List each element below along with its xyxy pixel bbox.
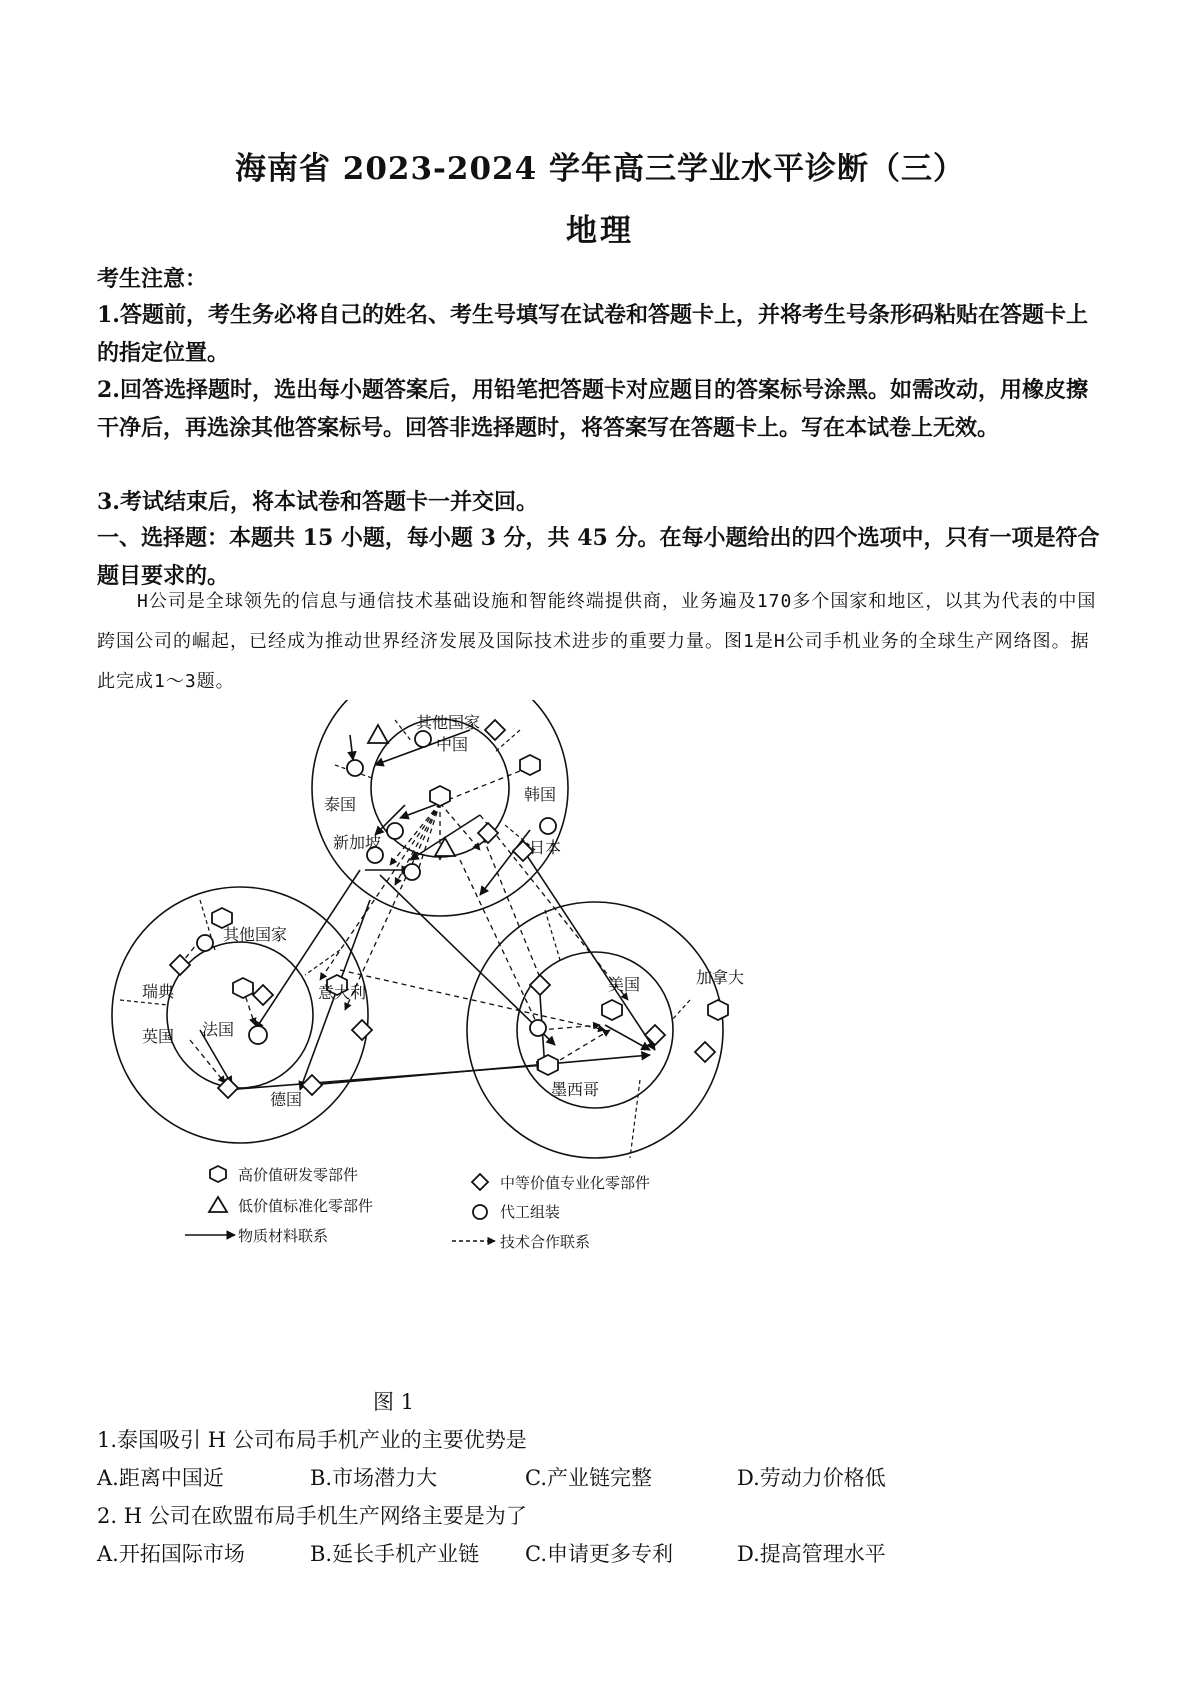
figure-caption: 图 1: [373, 1390, 415, 1414]
question-2-option-d: D.提高管理水平: [737, 1542, 886, 1566]
question-1-option-c: C.产业链完整: [525, 1466, 652, 1490]
node-low-value-2: [435, 838, 455, 856]
node-oem-4: [387, 823, 403, 839]
question-1-option-a: A.距离中国近: [97, 1466, 224, 1490]
question-2-option-b: B.延长手机产业链: [310, 1542, 480, 1566]
node-mid-value-10: [645, 1025, 665, 1045]
label-asia-others: 其他国家: [415, 713, 481, 732]
node-high-value-8: [538, 1055, 558, 1075]
label-uk: 英国: [141, 1027, 175, 1046]
label-usa: 美国: [607, 975, 641, 994]
question-2-stem: 2. H 公司在欧盟布局手机生产网络主要是为了: [97, 1504, 527, 1528]
legend-circle-icon: [473, 1205, 487, 1219]
node-high-value-1: [520, 755, 540, 775]
label-france: 法国: [201, 1020, 235, 1039]
node-oem-1: [415, 731, 431, 747]
diagram-legend: [185, 1166, 650, 1251]
node-mid-value-6: [352, 1020, 372, 1040]
question-1-option-b: B.市场潜力大: [310, 1466, 438, 1490]
node-mid-value-1: [485, 720, 505, 740]
exam-title: 海南省 2023-2024 学年高三学业水平诊断（三）: [234, 151, 965, 187]
question-1-option-d: D.劳动力价格低: [737, 1466, 886, 1490]
node-oem-9: [530, 1020, 546, 1036]
node-mid-value-11: [695, 1042, 715, 1062]
node-high-value-2: [430, 786, 450, 806]
question-2-option-a: A.开拓国际市场: [97, 1542, 245, 1566]
question-1-stem: 1.泰国吸引 H 公司布局手机产业的主要优势是: [97, 1428, 527, 1452]
notice-item-3: 3.考试结束后，将本试卷和答题卡一并交回。: [97, 489, 538, 515]
legend-triangle-icon: [209, 1197, 227, 1212]
label-thailand: 泰国: [323, 795, 357, 814]
label-canada: 加拿大: [695, 968, 745, 987]
legend-tech: 技术合作联系: [500, 1233, 591, 1251]
label-mexico: 墨西哥: [550, 1080, 600, 1099]
notice-item-2: 2.回答选择题时，选出每小题答案后，用铅笔把答题卡对应题目的答案标号涂黑。如需改动，用橡皮擦干净后，再选涂其他答案标号。回答非选择题时，将答案写在答题卡上。写在本试卷上无效。: [97, 377, 1088, 441]
production-network-diagram: [0, 700, 1200, 1400]
legend-high-value: 高价值研发零部件: [238, 1166, 359, 1184]
legend-oem: 代工组装: [500, 1203, 561, 1221]
label-china: 中国: [435, 735, 469, 754]
node-oem-7: [197, 935, 213, 951]
legend-hexagon-icon: [210, 1166, 226, 1182]
subject-title: 地理: [566, 213, 634, 249]
notice-item-1: 1.答题前，考生务必将自己的姓名、考生号填写在试卷和答题卡上，并将考生号条形码粘贴在答题卡上的指定位置。: [97, 302, 1088, 366]
reading-passage: H公司是全球领先的信息与通信技术基础设施和智能终端提供商，业务遍及170多个国家和地区，以其为代表的中国跨国公司的崛起，已经成为推动世界经济发展及国际技术进步的重要力量。图1是H公司手机业务的全球生产网络图。据此完成1～3题。: [97, 591, 1097, 692]
americas-outer-ring: [467, 902, 723, 1158]
legend-diamond-icon: [472, 1174, 488, 1190]
notice-heading: 考生注意：: [97, 266, 208, 292]
node-oem-3: [540, 818, 556, 834]
node-oem-6: [404, 864, 420, 880]
label-germany: 德国: [269, 1090, 303, 1109]
node-high-value-6: [602, 1000, 622, 1020]
label-italy: 意大利: [317, 983, 367, 1002]
label-korea: 韩国: [523, 785, 557, 804]
label-japan: 日本: [528, 838, 562, 857]
node-mid-value-5: [253, 985, 273, 1005]
legend-low-value: 低价值标准化零部件: [238, 1197, 374, 1215]
node-mid-value-2: [478, 823, 498, 843]
legend-mid-value: 中等价值专业化零部件: [500, 1174, 651, 1192]
label-sweden: 瑞典: [141, 982, 175, 1001]
node-mid-value-4: [170, 955, 190, 975]
node-low-value-1: [368, 725, 388, 743]
node-mid-value-9: [530, 975, 550, 995]
legend-material: 物质材料联系: [238, 1227, 329, 1245]
node-oem-2: [347, 760, 363, 776]
node-oem-8: [249, 1026, 267, 1044]
label-singapore: 新加坡: [332, 833, 382, 852]
node-high-value-7: [708, 1000, 728, 1020]
node-mid-value-7: [218, 1078, 238, 1098]
question-2-option-c: C.申请更多专利: [525, 1542, 673, 1566]
node-high-value-4: [233, 978, 253, 998]
section-heading: 一、选择题：本题共 15 小题，每小题 3 分，共 45 分。在每小题给出的四个选项中，只有一项是符合题目要求的。: [97, 525, 1100, 589]
label-europe-others: 其他国家: [222, 925, 288, 944]
